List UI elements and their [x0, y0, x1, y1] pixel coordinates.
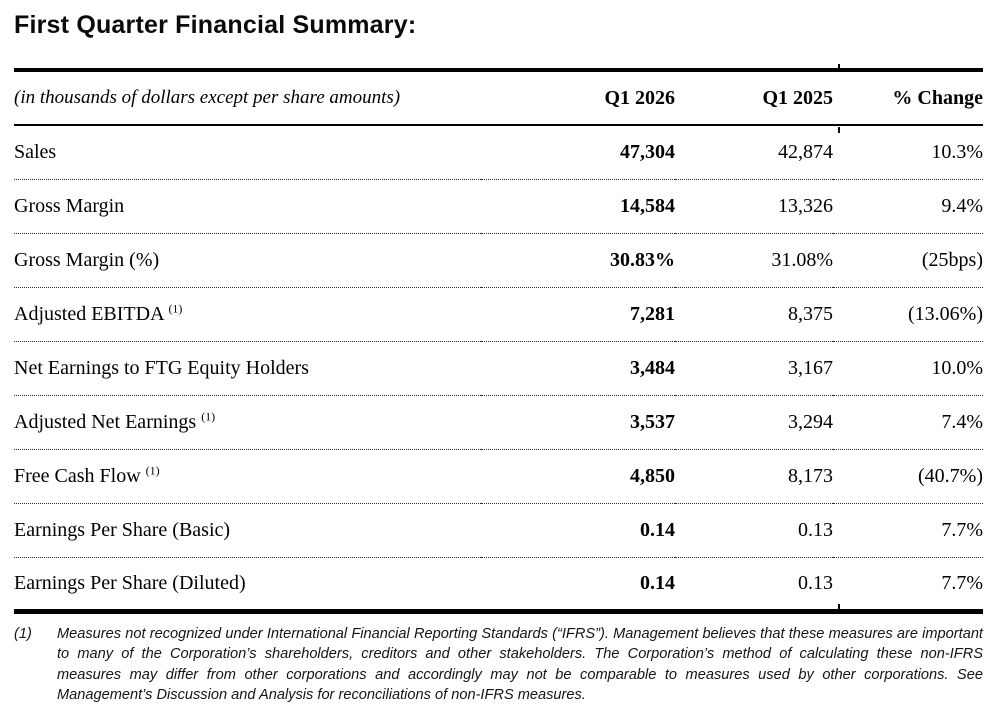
row-label: Adjusted EBITDA $^{(1)}$	[14, 287, 481, 341]
footnote	[14, 624, 983, 706]
value-pct-change: 9.4%	[833, 179, 983, 233]
value-q1-2025: 13,326	[675, 179, 833, 233]
footnote-reference: (1)	[201, 408, 216, 423]
row-label: Free Cash Flow $^{(1)}$	[14, 449, 481, 503]
table-row	[14, 449, 983, 503]
column-boundary-tick-header	[838, 127, 840, 133]
value-pct-change: 7.4%	[833, 395, 983, 449]
value-pct-change: 10.0%	[833, 341, 983, 395]
table-row	[14, 287, 983, 341]
value-q1-2026: 47,304	[481, 125, 675, 179]
value-pct-change: (13.06%)	[833, 287, 983, 341]
financial-summary-table	[14, 68, 983, 614]
table-row	[14, 233, 983, 287]
value-q1-2025: 0.13	[798, 571, 833, 594]
value-pct-change: (40.7%)	[833, 449, 983, 503]
row-label: Sales	[14, 125, 481, 179]
footnote-reference: (1)	[168, 300, 183, 315]
value-q1-2026: 3,484	[481, 341, 675, 395]
value-q1-2026: 0.14	[640, 571, 675, 594]
value-q1-2026: 7,281	[481, 287, 675, 341]
col-header-pct-change: % Change	[833, 70, 983, 125]
col-header-q1-2025: Q1 2025	[675, 70, 833, 125]
row-label: Gross Margin (%)	[14, 233, 481, 287]
footnote-reference: (1)	[145, 462, 160, 477]
row-label: Adjusted Net Earnings $^{(1)}$	[14, 395, 481, 449]
value-q1-2025: 8,173	[675, 449, 833, 503]
value-q1-2026: 4,850	[481, 449, 675, 503]
footnote-marker: (1)	[14, 625, 32, 642]
row-label: Gross Margin	[14, 179, 481, 233]
table-row	[14, 125, 983, 179]
row-label: Earnings Per Share (Basic)	[14, 503, 481, 557]
value-q1-2026: 30.83%	[481, 233, 675, 287]
table-row	[14, 179, 983, 233]
footnote-text: Measures not recognized under International Financial Reporting Standards (“IFRS”). Management believes that these measures are important to many of the Corporation’s shareholders, creditors and other stakeholders. The Corporation’s method of calculating these non-IFRS measures may differ from other corporations and accordingly may not be comparable to measures used by other corporations. See Management’s Discussion and Analysis for reconciliations of non-IFRS measures.	[57, 625, 983, 704]
table	[14, 68, 983, 614]
value-pct-change: (25bps)	[833, 233, 983, 287]
table-body	[14, 125, 983, 611]
table-row	[14, 341, 983, 395]
value-pct-change: 7.7%	[941, 571, 983, 594]
table-row	[14, 395, 983, 449]
row-label: Net Earnings to FTG Equity Holders	[14, 341, 481, 395]
value-q1-2025: 31.08%	[675, 233, 833, 287]
table-header-row	[14, 70, 983, 125]
value-q1-2025: 3,167	[675, 341, 833, 395]
row-label: Earnings Per Share (Diluted)	[14, 571, 246, 594]
column-boundary-tick-top	[838, 64, 840, 69]
value-q1-2025: 42,874	[675, 125, 833, 179]
value-pct-change: 10.3%	[833, 125, 983, 179]
table-subtitle: (in thousands of dollars except per share amounts)	[14, 70, 481, 125]
value-q1-2025: 0.13	[675, 503, 833, 557]
value-q1-2026: 0.14	[481, 503, 675, 557]
table-row	[14, 503, 983, 557]
value-q1-2025: 8,375	[675, 287, 833, 341]
value-q1-2026: 14,584	[481, 179, 675, 233]
value-q1-2026: 3,537	[481, 395, 675, 449]
value-pct-change: 7.7%	[833, 503, 983, 557]
column-boundary-tick-bottom	[838, 604, 840, 609]
page-title: First Quarter Financial Summary:	[14, 11, 417, 39]
value-q1-2025: 3,294	[675, 395, 833, 449]
col-header-q1-2026: Q1 2026	[481, 70, 675, 125]
